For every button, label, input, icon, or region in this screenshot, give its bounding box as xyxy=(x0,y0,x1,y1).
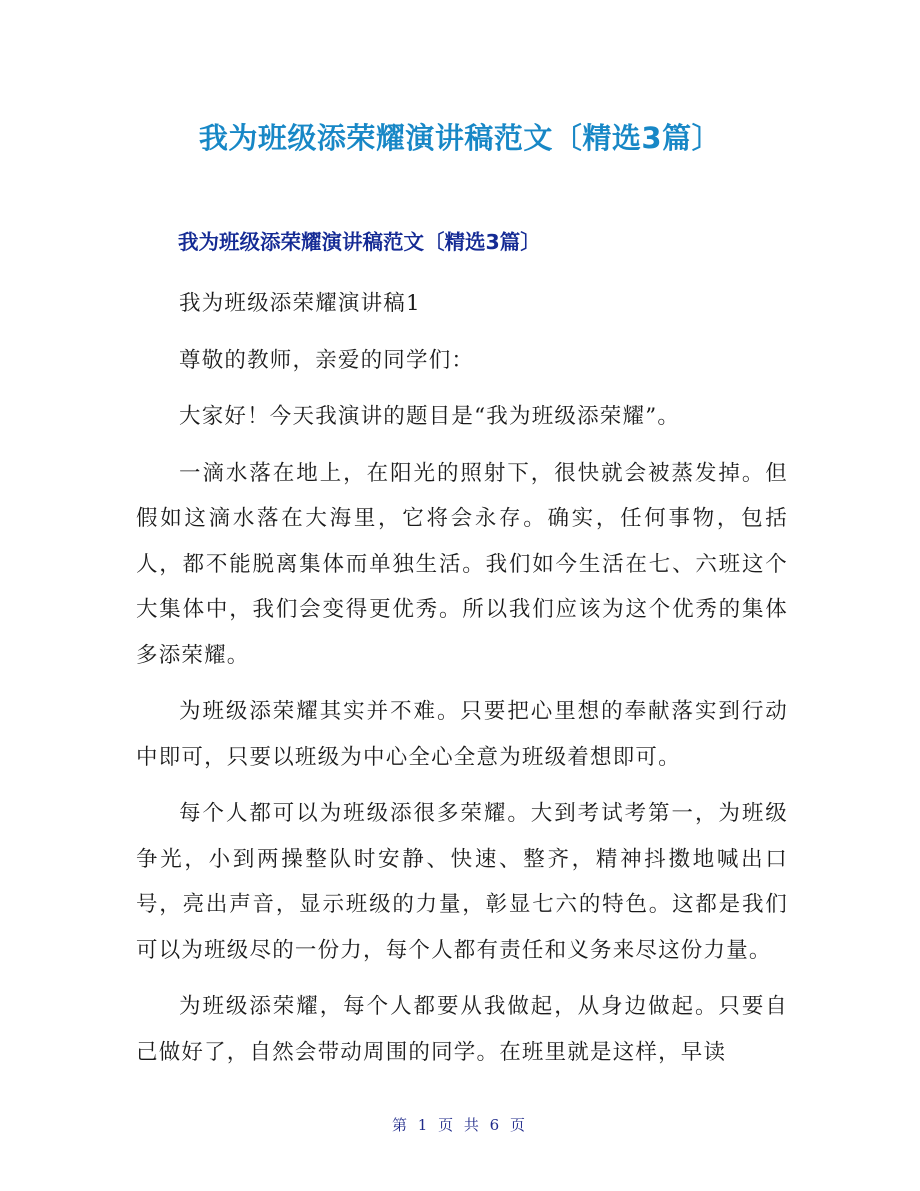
document-body xyxy=(136,281,788,1075)
page-number-footer: 第 1 页 共 6 页 xyxy=(392,1116,528,1134)
opening-paragraph: 大家好！今天我演讲的题目是“我为班级添荣耀”。 xyxy=(179,404,681,429)
body-paragraph: 为班级添荣耀，每个人都要从我做起，从身边做起。只要自己做好了，自然会带动周围的同学。在班里就是这样，早读 xyxy=(136,994,788,1065)
section-heading: 我为班级添荣耀演讲稿范文〔精选3篇〕 xyxy=(178,230,541,254)
document-title: 我为班级添荣耀演讲稿范文〔精选3篇〕 xyxy=(198,121,722,155)
body-paragraph: 为班级添荣耀其实并不难。只要把心里想的奉献落实到行动中即可，只要以班级为中心全心全意为班级着想即可。 xyxy=(136,699,788,770)
body-paragraph: 每个人都可以为班级添很多荣耀。大到考试考第一，为班级争光，小到两操整队时安静、快速、整齐，精神抖擞地喊出口号，亮出声音，显示班级的力量，彰显七六的特色。这都是我们可以为班级尽的一份力，每个人都有责任和义务来尽这份力量。 xyxy=(136,801,788,963)
body-paragraph: 一滴水落在地上，在阳光的照射下，很快就会被蒸发掉。但假如这滴水落在大海里，它将会永存。确实，任何事物，包括人，都不能脱离集体而单独生活。我们如今生活在七、六班这个大集体中，我们会变得更优秀。所以我们应该为这个优秀的集体多添荣耀。 xyxy=(136,460,788,668)
greeting-paragraph: 尊敬的教师，亲爱的同学们： xyxy=(179,347,475,373)
speech-heading: 我为班级添荣耀演讲稿1 xyxy=(179,291,421,316)
